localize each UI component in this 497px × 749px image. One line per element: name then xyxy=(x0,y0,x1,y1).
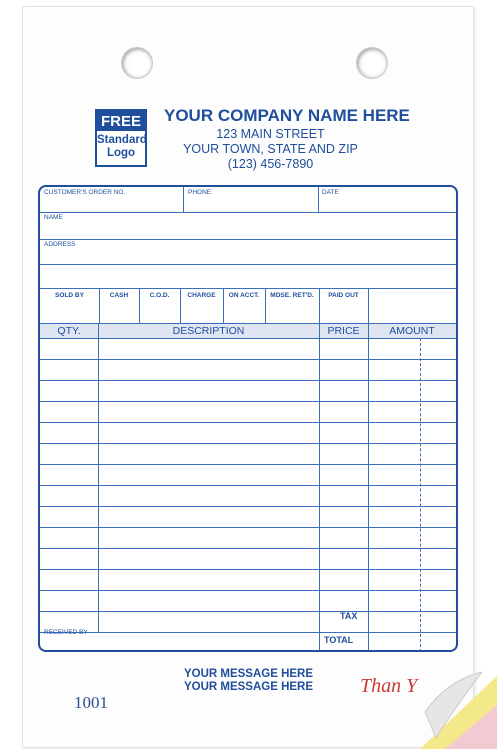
binder-hole-right xyxy=(356,47,388,79)
price-header: PRICE xyxy=(327,325,360,337)
cod-field[interactable]: C.O.D. xyxy=(149,292,170,299)
logo-logo-text: Logo xyxy=(106,147,136,159)
company-phone: (123) 456-7890 xyxy=(227,157,314,171)
price-column-line xyxy=(319,323,320,652)
name-field[interactable]: NAME xyxy=(44,214,63,221)
row-line xyxy=(40,443,456,444)
band-top-line xyxy=(40,323,456,324)
row-line xyxy=(40,485,456,486)
row-line xyxy=(40,380,456,381)
cash-field[interactable]: CASH xyxy=(109,292,129,299)
logo-free-text: FREE xyxy=(97,111,145,131)
description-header: DESCRIPTION xyxy=(172,325,245,337)
binder-hole-left xyxy=(121,47,153,79)
company-name: YOUR COMPANY NAME HERE xyxy=(164,106,410,125)
row-line xyxy=(40,506,456,507)
amount-column-line xyxy=(368,288,369,652)
qty-column-line xyxy=(98,323,99,632)
sales-form-table xyxy=(38,185,458,652)
row-line xyxy=(40,611,456,612)
cents-divider xyxy=(420,338,421,652)
qty-header: QTY. xyxy=(57,325,81,337)
row-line xyxy=(40,527,456,528)
message-line-2: YOUR MESSAGE HERE xyxy=(183,681,314,693)
form-number: 1001 xyxy=(74,693,108,712)
paid-out-field[interactable]: PAID OUT xyxy=(328,292,359,299)
sold-by-field[interactable]: SOLD BY xyxy=(55,292,84,299)
phone-field[interactable]: PHONE xyxy=(188,189,212,196)
row-line xyxy=(40,401,456,402)
row-line xyxy=(40,422,456,423)
row-line xyxy=(40,359,456,360)
row-line xyxy=(40,590,456,591)
received-line xyxy=(40,632,456,633)
thank-you-script: Than Y xyxy=(360,675,418,697)
logo-standard-text: Standard xyxy=(97,134,147,146)
on-account-field[interactable]: ON ACCT. xyxy=(228,292,260,299)
message-line-1: YOUR MESSAGE HERE xyxy=(183,668,314,680)
amount-header: AMOUNT xyxy=(389,325,435,337)
company-street: 123 MAIN STREET xyxy=(216,127,325,141)
charge-field[interactable]: CHARGE xyxy=(187,292,216,299)
mdse-returned-field[interactable]: MDSE. RET'D. xyxy=(270,292,314,299)
row-line xyxy=(40,338,456,339)
received-by-field[interactable]: RECEIVED BY xyxy=(44,629,88,636)
tax-label: TAX xyxy=(340,611,358,621)
company-city: YOUR TOWN, STATE AND ZIP xyxy=(183,142,358,156)
row-line xyxy=(40,464,456,465)
order-no-field[interactable]: CUSTOMER'S ORDER NO. xyxy=(44,189,126,196)
date-field[interactable]: DATE xyxy=(322,189,339,196)
row-line xyxy=(40,569,456,570)
total-label: TOTAL xyxy=(324,635,354,645)
row-line xyxy=(40,548,456,549)
address-field[interactable]: ADDRESS xyxy=(44,241,76,248)
